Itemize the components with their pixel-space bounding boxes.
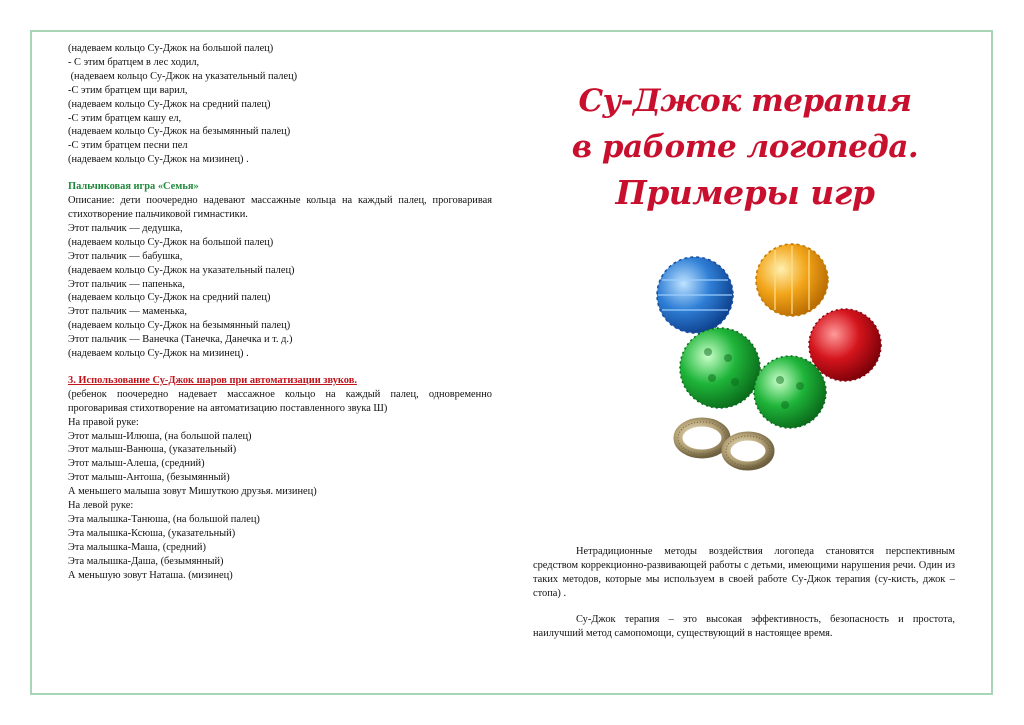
page-title [560,78,930,216]
game-family-title: Пальчиковая игра «Семья» [68,181,199,193]
section3-line: Этот малыш-Антоша, (безымянный) [68,472,230,484]
massage-ring-right [726,436,770,466]
left-column [68,42,492,583]
section3-line: Эта малышка-Маша, (средний) [68,541,206,553]
section3-line: Этот малыш-Ванюша, (указательный) [68,444,237,456]
game-family-line: Этот пальчик — маменька, [68,306,187,318]
game-family-line: Этот пальчик — Ванечка (Танечка, Данечка и т. д.) [68,334,293,346]
green-ball-right [754,356,826,428]
section3-line: А меньшую зовут Наташа. (мизинец) [68,569,233,581]
game-family-description: Описание: дети поочередно надевают массажные кольца на каждый палец, проговаривая стихотворение пальчиковой гимнастики. [68,195,492,220]
intro-line: (надеваем кольцо Су-Джок на мизинец) . [68,154,249,166]
section3-line: Эта малышка-Даша, (безымянный) [68,555,224,567]
section3-line: На правой руке: [68,416,139,428]
section3-title: 3. Использование Су-Джок шаров при автоматизации звуков. [68,374,357,386]
title-line-1: Су-Джок терапия [578,83,912,119]
intro-line: (надеваем кольцо Су-Джок на безымянный палец) [68,126,291,138]
game-family-line: (надеваем кольцо Су-Джок на мизинец) . [68,348,249,360]
game-family-line: Этот пальчик — папенька, [68,278,185,290]
section3-line: А меньшего малыша зовут Мишуткою друзья. мизинец) [68,486,317,498]
game-family-line: (надеваем кольцо Су-Джок на большой палец) [68,236,274,248]
game-family-line: (надеваем кольцо Су-Джок на безымянный палец) [68,320,291,332]
intro-paragraph: Нетрадиционные методы воздействия логопеда становятся перспективным средством коррекционно-развивающей работы с детьми, имеющими нарушения речи. Один из таких методов, которые мы используем в своей работе Су-Джок терапия (су-кисть, джок – стопа) . [533,546,955,599]
title-line-2: в работе логопеда. [571,129,919,165]
title-line-3: Примеры игр [615,173,875,212]
section3-line: На левой руке: [68,500,134,512]
right-column-text [533,545,955,652]
red-ball [809,309,881,381]
intro-line: - С этим братцем в лес ходил, [68,56,200,68]
intro-line: -С этим братцем щи варил, [68,84,188,96]
game-family-line: (надеваем кольцо Су-Джок на средний палец) [68,292,271,304]
orange-ball [756,244,828,316]
game-family-line: Этот пальчик — бабушка, [68,250,183,262]
massage-ring-left [678,422,726,454]
su-jok-balls-illustration [640,240,900,480]
section3-description: (ребенок поочередно надевает массажное кольцо на каждый палец, одновременно проговаривая стихотворение на автоматизацию поставленного звука Ш) [68,388,492,414]
section3-line: Эта малышка-Танюша, (на большой палец) [68,514,260,525]
section3-line: Этот малыш-Алеша, (средний) [68,458,205,470]
game-family-line: (надеваем кольцо Су-Джок на указательный палец) [68,264,295,276]
intro-line: (надеваем кольцо Су-Джок на средний палец) [68,98,271,110]
section3-line: Эта малышка-Ксюша, (указательный) [68,527,236,539]
blue-ball [657,257,733,333]
intro-line: -С этим братцем кашу ел, [68,112,182,124]
intro-line: (надеваем кольцо Су-Джок на указательный палец) [68,70,298,82]
game-family-line: Этот пальчик — дедушка, [68,222,183,234]
intro-line: (надеваем кольцо Су-Джок на большой палец) [68,43,274,54]
benefits-paragraph: Су-Джок терапия – это высокая эффективность, безопасность и простота, наилучший метод самопомощи, существующий в настоящее время. [533,613,955,639]
green-ball-left [680,328,760,408]
intro-line: -С этим братцем песни пел [68,140,188,152]
section3-line: Этот малыш-Илюша, (на большой палец) [68,430,252,442]
